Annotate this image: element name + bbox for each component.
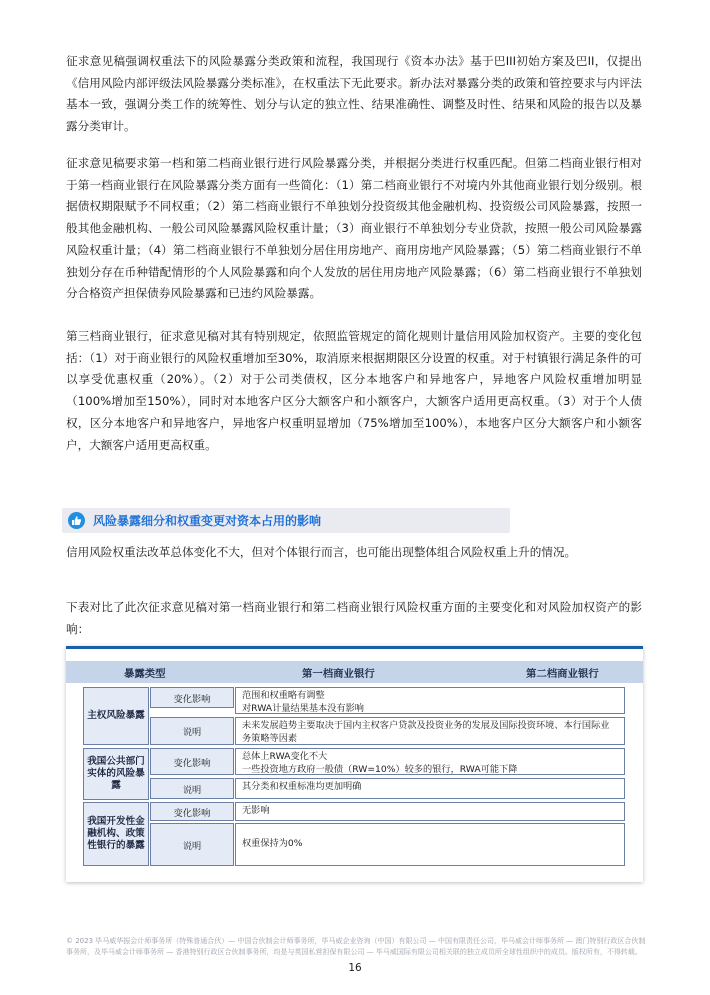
row-label-impact: 变化影响: [150, 802, 234, 821]
row-value-impact: [235, 687, 625, 714]
paragraph-2: 征求意见稿要求第一档和第二档商业银行进行风险暴露分类，并根据分类进行权重匹配。但第二档商业银行相对于第一档商业银行在风险暴露分类方面有一些简化：（1）第二档商业银行不对境内外其他商业银行划分级别。根据债权期限赋予不同权重；（2）第二档商业银行不单独划分投资级其他金融机构、投资级公司风险暴露，按照一般其他金融机构、一般公司风险暴露风险权重计量；（3）商业银行不单独划分专业贷款，按照一般公司风险暴露风险权重计量；（4）第二档商业银行不单独划分居住用房地产、商用房地产风险暴露；（5）第二档商业银行不单独划分存在币种错配情形的个人风险暴露和向个人发放的居住用房地产风险暴露；（6）第二档商业银行不单独划分合格资产担保债券风险暴露和已违约风险暴露。: [66, 156, 642, 301]
value-line: 未来发展趋势主要取决于国内主权客户贷款及投资业务的发展及国际投资环境、本行国际业务策略等因素: [242, 720, 610, 744]
table-header-row: [66, 661, 643, 683]
group-policy-bank: 我国开发性金融机构、政策性银行的暴露: [83, 802, 149, 866]
value-line: 权重保持为0%: [242, 838, 303, 849]
row-label-impact: 变化影响: [150, 748, 234, 775]
group-public-sector: 我国公共部门实体的风险暴露: [83, 748, 149, 800]
row-label-note: 说明: [150, 717, 234, 745]
row-value-impact: [235, 748, 625, 775]
header-tier-2-bank: 第二档商业银行: [526, 668, 599, 680]
row-label-impact: 变化影响: [150, 687, 234, 708]
header-tier-1-bank: 第一档商业银行: [302, 668, 375, 680]
section-heading: [62, 508, 510, 533]
paragraph-1: 征求意见稿强调权重法下的风险暴露分类政策和流程，我国现行《资本办法》基于巴III初始方案及巴II，仅提出《信用风险内部评级法风险暴露分类标准》，在权重法下无此要求。新办法对暴露分类的政策和管控要求与内评法基本一致，强调分类工作的统筹性、划分与认定的独立性、结果准确性、调整及时性、结果和风险的报告以及暴露分类审计。: [66, 54, 642, 134]
value-line: 一些投资地方政府一般债（RW=10%）较多的银行，RWA可能下降: [242, 763, 518, 775]
group-sovereign: 主权风险暴露: [83, 687, 149, 745]
value-line: 范围和权重略有调整: [242, 690, 325, 701]
row-label-note: 说明: [150, 823, 234, 866]
page-number: 16: [348, 962, 362, 974]
row-label-note: 说明: [150, 778, 234, 799]
value-line: 对RWA计量结果基本没有影响: [242, 702, 364, 714]
paragraph-3: 第三档商业银行，征求意见稿对其有特别规定，依照监管规定的简化规则计量信用风险加权资产。主要的变化包括：（1）对于商业银行的风险权重增加至30%，取消原来根据期限区分设置的权重。对于村镇银行满足条件的可以享受优惠权重（20%）。（2）对于公司类债权，区分本地客户和异地客户，异地客户风险权重增加明显（100%增加至150%），同时对本地客户区分大额客户和小额客户，大额客户适用更高权重。（3）对于个人债权，区分本地客户和异地客户，异地客户权重明显增加（75%增加至100%），本地客户区分大额客户和小额客户，大额客户适用更高权重。: [66, 329, 642, 452]
paragraph-5: 下表对比了此次征求意见稿对第一档商业银行和第二档商业银行风险权重方面的主要变化和对风险加权资产的影响：: [66, 600, 642, 636]
header-exposure-type: 暴露类型: [124, 668, 166, 680]
row-value-impact: [235, 802, 625, 821]
row-value-note: [235, 717, 625, 745]
paragraph-4: 信用风险权重法改革总体变化不大，但对个体银行而言，也可能出现整体组合风险权重上升的情况。: [66, 545, 577, 559]
comparison-table: [66, 646, 643, 882]
row-value-note: [235, 778, 625, 799]
copyright-footer: © 2023 毕马威华振会计师事务所（特殊普通合伙）— 中国合伙制会计师事务所，毕马威企业咨询（中国）有限公司 — 中国有限责任公司，毕马威会计师事务所 — 澳门特别行政区合伙制事务所，及毕马威会计师事务所 — 香港特别行政区合伙制事务所，均是与英国私营担保有限公司 — 毕马威国际有限公司相关联的独立成员所全球性组织中的成员。版权所有，不得转载。: [66, 937, 646, 956]
thumbs-up-icon: [68, 512, 85, 529]
row-value-note: [235, 823, 625, 866]
value-line: 无影响: [242, 805, 270, 816]
section-title: 风险暴露细分和权重变更对资本占用的影响: [93, 514, 322, 528]
value-line: 其分类和权重标准均更加明确: [242, 781, 362, 792]
value-line: 总体上RWA变化不大: [242, 751, 328, 762]
